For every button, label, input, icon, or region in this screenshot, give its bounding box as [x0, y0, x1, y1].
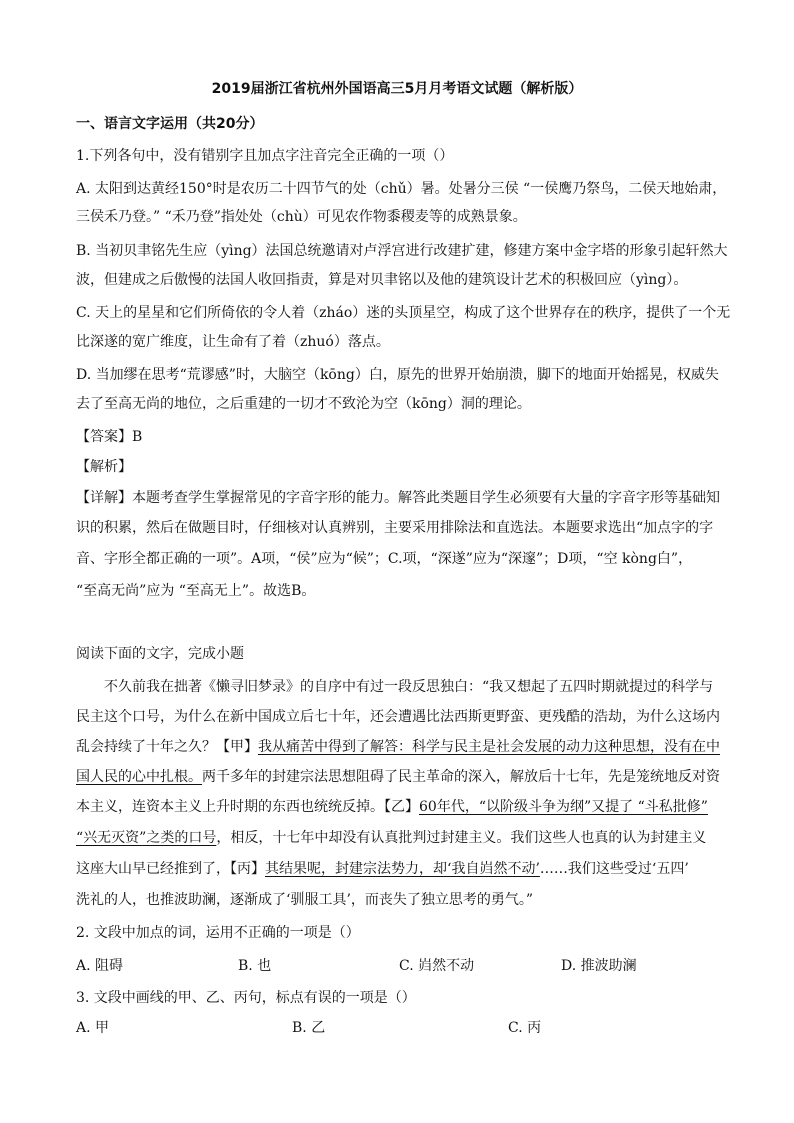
detail-line-2: 识的积累，然后在做题目时，仔细核对认真辨别，主要采用排除法和直选法。本题要求选出“加点字的字: [76, 520, 714, 536]
underlined-sentence-yi-end: “兴无灭资”之类的口号: [76, 830, 217, 846]
underlined-sentence-jia: 我从痛苦中得到了解答：科学与民主是社会发展的动力这种思想，没有在中: [258, 739, 720, 755]
option-b-line-2: 波，但建成之后傲慢的法国人收回指责，算是对贝聿铭以及他的建筑设计艺术的积极回应（yìng）。: [76, 272, 688, 288]
option-d-line-1: D. 当加缪在思考“荒谬感”时，大脑空（kōng）白，原先的世界开始崩溃，脚下的地面开始摇晃，权威失: [76, 367, 719, 383]
q2-option-c: C. 岿然不动: [399, 958, 475, 974]
question-1-stem: 1.下列各句中，没有错别字且加点字注音完全正确的一项（）: [76, 148, 454, 164]
passage-text: ……我们这些受过‘五四’: [539, 861, 689, 877]
passage-line-5: [76, 798, 726, 816]
question-3-stem: 3. 文段中画线的甲、乙、丙句，标点有误的一项是（）: [76, 990, 416, 1006]
q2-option-d: D. 推波助澜: [561, 958, 637, 974]
underlined-sentence-bing: 其结果呢，封建宗法势力，却‘我自岿然不动’: [265, 861, 540, 877]
passage-text: 两千多年的封建宗法思想阻碍了民主革命的深入，解放后十七年，先是笼统地反对资: [202, 769, 720, 785]
q2-option-b: B. 也: [238, 958, 272, 974]
option-a-line-1: A. 太阳到达黄经150°时是农历二十四节气的处（chǔ）暑。处暑分三侯 “一侯鹰乃祭鸟，二侯天地始肃，: [76, 181, 727, 197]
analysis-label: 【解析】: [76, 459, 132, 475]
passage-line-6: [76, 829, 726, 847]
passage-line-8: 洗礼的人，也推波助澜，逐渐成了‘驯服工具’，而丧失了独立思考的勇气。”: [76, 892, 534, 908]
passage-text: ，相反，十七年中却没有认真批判过封建主义。我们这些人也真的认为封建主义: [216, 830, 707, 846]
section-heading: 一、语言文字运用（共20分）: [76, 116, 264, 132]
q3-option-b: B. 乙: [292, 1020, 326, 1036]
detail-line-1: 【详解】本题考查学生掌握常见的字音字形的能力。解答此类题目学生必须要有大量的字音字形等基础知: [76, 490, 720, 506]
q3-option-a: A. 甲: [76, 1020, 110, 1036]
passage-line-1: 不久前我在拙著《懒寻旧梦录》的自序中有过一段反思独白：“我又想起了五四时期就提过的科学与: [104, 679, 714, 695]
option-a-line-2: 三侯禾乃登。” “禾乃登”指处处（chù）可见农作物黍稷麦等的成熟景象。: [76, 209, 527, 225]
q2-option-a: A. 阻碍: [76, 958, 124, 974]
passage-text: 这座大山早已经推到了，【丙】: [76, 861, 265, 877]
underlined-sentence-jia-end: 国人民的心中扎根。: [76, 769, 202, 785]
question-2-stem: 2. 文段中加点的词，运用不正确的一项是（）: [76, 925, 360, 941]
passage-text: 本主义，连资本主义上升时期的东西也统统反掉。【乙】: [76, 799, 419, 815]
detail-line-4: “至高无尚”应为 “至高无上”。故选B。: [76, 583, 316, 599]
passage-line-4: [76, 768, 726, 786]
passage-line-2: 民主这个口号，为什么在新中国成立后七十年，还会遭遇比法西斯更野蛮、更残酷的浩劫，为什么这场内: [76, 709, 720, 725]
underlined-sentence-yi: 60年代，“以阶级斗争为纲”又提了 “斗私批修”: [419, 799, 708, 815]
passage-line-3: [76, 738, 726, 756]
option-b-line-1: B. 当初贝聿铭先生应（yìng）法国总统邀请对卢浮宫进行改建扩建，修建方案中金字塔的形象引起轩然大: [76, 243, 728, 259]
detail-line-3: 音、字形全都正确的一项”。A项，“侯”应为“候”；C.项，“深遂”应为“深邃”；D项，“空 kòng白”，: [76, 551, 693, 567]
q3-option-c: C. 丙: [508, 1020, 542, 1036]
option-c-line-2: 比深遂的宽广维度，让生命有了着（zhuó）落点。: [76, 334, 390, 350]
page-title: 2019届浙江省杭州外国语高三5月月考语文试题（解析版）: [211, 81, 583, 97]
reading-intro: 阅读下面的文字，完成小题: [76, 646, 244, 662]
passage-line-7: [76, 860, 726, 878]
passage-text: 乱会持续了十年之久？【甲】: [76, 739, 258, 755]
answer-label: 【答案】B: [76, 429, 143, 445]
option-c-line-1: C. 天上的星星和它们所倚依的令人着（zháo）迷的头顶星空，构成了这个世界存在的秩序，提供了一个无: [76, 305, 731, 321]
option-d-line-2: 去了至高无尚的地位，之后重建的一切才不致沦为空（kōng）洞的理论。: [76, 396, 531, 412]
